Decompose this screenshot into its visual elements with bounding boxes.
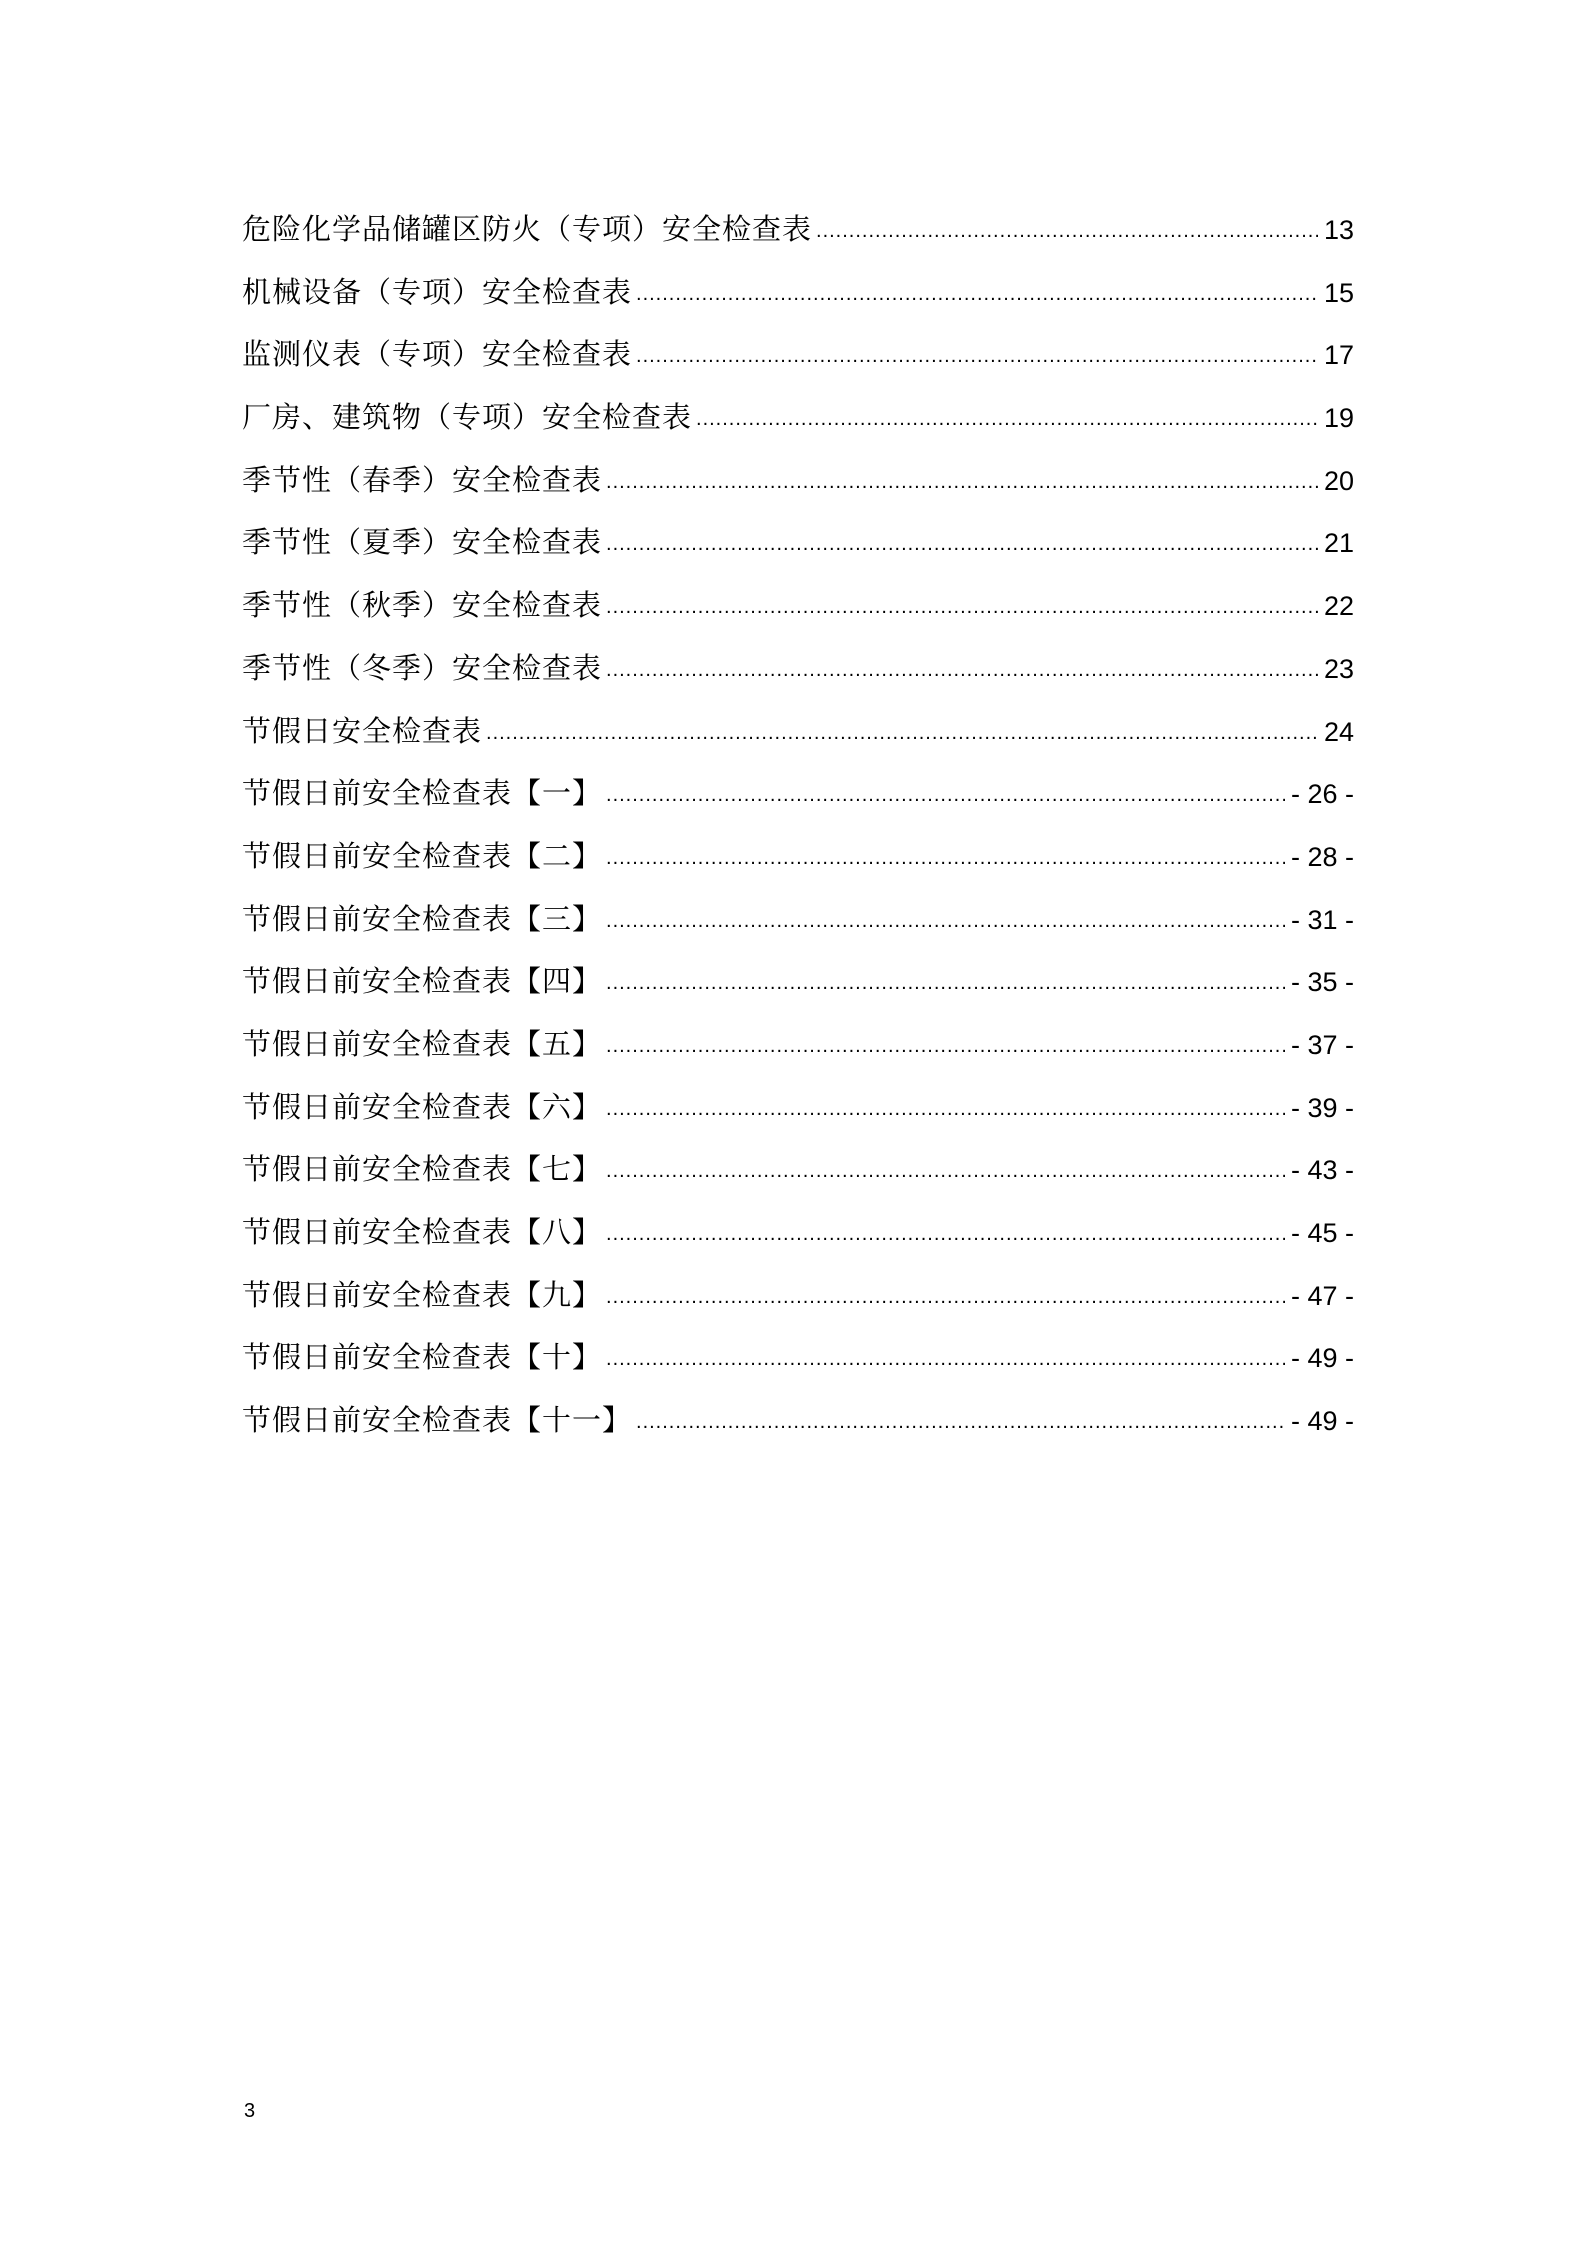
toc-entry-page: 23 <box>1323 653 1354 684</box>
toc-entry[interactable] <box>242 762 1354 825</box>
toc-entry-title: 季节性（冬季）安全检查表 <box>242 650 603 685</box>
toc-entry-page: 24 <box>1323 716 1354 747</box>
toc-entry[interactable] <box>242 1326 1354 1389</box>
toc-entry[interactable] <box>242 950 1354 1013</box>
toc-dot-leader <box>606 451 1318 514</box>
toc-dot-leader <box>606 827 1285 890</box>
toc-dot-leader <box>636 263 1318 326</box>
toc-entry-page: - 31 - <box>1290 904 1354 935</box>
toc-entry-page: 17 <box>1323 340 1354 371</box>
toc-entry-title: 节假日前安全检查表【七】 <box>242 1152 603 1187</box>
toc-dot-leader <box>606 1015 1285 1078</box>
toc-dot-leader <box>636 325 1318 388</box>
toc-entry[interactable] <box>242 198 1354 261</box>
toc-entry[interactable] <box>242 386 1354 449</box>
toc-dot-leader <box>606 1203 1285 1266</box>
toc-entry-page: - 49 - <box>1290 1406 1354 1437</box>
toc-dot-leader <box>606 764 1285 827</box>
toc-dot-leader <box>606 513 1318 576</box>
toc-dot-leader <box>606 639 1318 702</box>
toc-dot-leader <box>606 1078 1285 1141</box>
toc-entry-page: - 49 - <box>1290 1343 1354 1374</box>
toc-entry[interactable] <box>242 825 1354 888</box>
toc-entry-page: - 47 - <box>1290 1280 1354 1311</box>
toc-entry-title: 节假日前安全检查表【十】 <box>242 1340 603 1375</box>
toc-entry-title: 厂房、建筑物（专项）安全检查表 <box>242 400 693 435</box>
toc-entry-title: 节假日前安全检查表【六】 <box>242 1089 603 1124</box>
toc-entry[interactable] <box>242 449 1354 512</box>
toc-entry[interactable] <box>242 1389 1354 1452</box>
toc-entry-title: 节假日安全检查表 <box>242 713 483 748</box>
toc-entry[interactable] <box>242 637 1354 700</box>
toc-entry-page: 21 <box>1323 528 1354 559</box>
toc-entry[interactable] <box>242 1138 1354 1201</box>
toc-dot-leader <box>606 1266 1285 1329</box>
toc-entry[interactable] <box>242 1076 1354 1139</box>
toc-entry-title: 节假日前安全检查表【九】 <box>242 1277 603 1312</box>
toc-entry[interactable] <box>242 511 1354 574</box>
toc-entry[interactable] <box>242 261 1354 324</box>
toc-dot-leader <box>606 1140 1285 1203</box>
toc-entry[interactable] <box>242 1201 1354 1264</box>
toc-entry-page: 19 <box>1323 403 1354 434</box>
toc-dot-leader <box>636 1391 1285 1454</box>
toc-entry-title: 节假日前安全检查表【十一】 <box>242 1403 633 1438</box>
toc-entry-title: 季节性（夏季）安全检查表 <box>242 525 603 560</box>
toc-dot-leader <box>606 952 1285 1015</box>
toc-entry[interactable] <box>242 700 1354 763</box>
toc-entry-title: 节假日前安全检查表【三】 <box>242 901 603 936</box>
toc-entry-title: 季节性（春季）安全检查表 <box>242 462 603 497</box>
toc-dot-leader <box>606 1328 1285 1391</box>
toc-dot-leader <box>606 576 1318 639</box>
toc-entry-title: 监测仪表（专项）安全检查表 <box>242 337 633 372</box>
toc-entry-page: 20 <box>1323 465 1354 496</box>
toc-entry-page: - 45 - <box>1290 1218 1354 1248</box>
toc-entry-title: 节假日前安全检查表【一】 <box>242 776 603 811</box>
toc-entry-title: 节假日前安全检查表【二】 <box>242 838 603 873</box>
toc-entry-title: 节假日前安全检查表【四】 <box>242 964 603 999</box>
toc-entry[interactable] <box>242 574 1354 637</box>
toc-dot-leader <box>696 388 1318 451</box>
toc-entry-page: - 28 - <box>1290 841 1354 872</box>
toc-entry[interactable] <box>242 888 1354 951</box>
toc-entry-title: 节假日前安全检查表【八】 <box>242 1215 603 1249</box>
toc-entry-page: - 43 - <box>1290 1155 1354 1186</box>
toc-entry[interactable] <box>242 1013 1354 1076</box>
toc-entry-title: 季节性（秋季）安全检查表 <box>242 588 603 623</box>
toc-entry-page: - 35 - <box>1290 967 1354 998</box>
toc-dot-leader <box>816 200 1318 263</box>
footer-page-number: 3 <box>244 2100 256 2122</box>
toc-entry-title: 机械设备（专项）安全检查表 <box>242 274 633 309</box>
toc-entry[interactable] <box>242 323 1354 386</box>
toc-entry-title: 节假日前安全检查表【五】 <box>242 1026 603 1061</box>
toc-entry-page: - 26 - <box>1290 779 1354 810</box>
toc-entry-page: 15 <box>1323 277 1354 308</box>
toc-entry-page: 22 <box>1323 591 1354 622</box>
table-of-contents <box>242 198 1354 1452</box>
toc-entry-page: - 39 - <box>1290 1092 1354 1123</box>
toc-entry-page: 13 <box>1323 215 1354 245</box>
toc-entry[interactable] <box>242 1264 1354 1327</box>
toc-dot-leader <box>486 702 1318 765</box>
toc-dot-leader <box>606 890 1285 953</box>
toc-entry-page: - 37 - <box>1290 1029 1354 1060</box>
toc-entry-title: 危险化学品储罐区防火（专项）安全检查表 <box>242 212 813 246</box>
